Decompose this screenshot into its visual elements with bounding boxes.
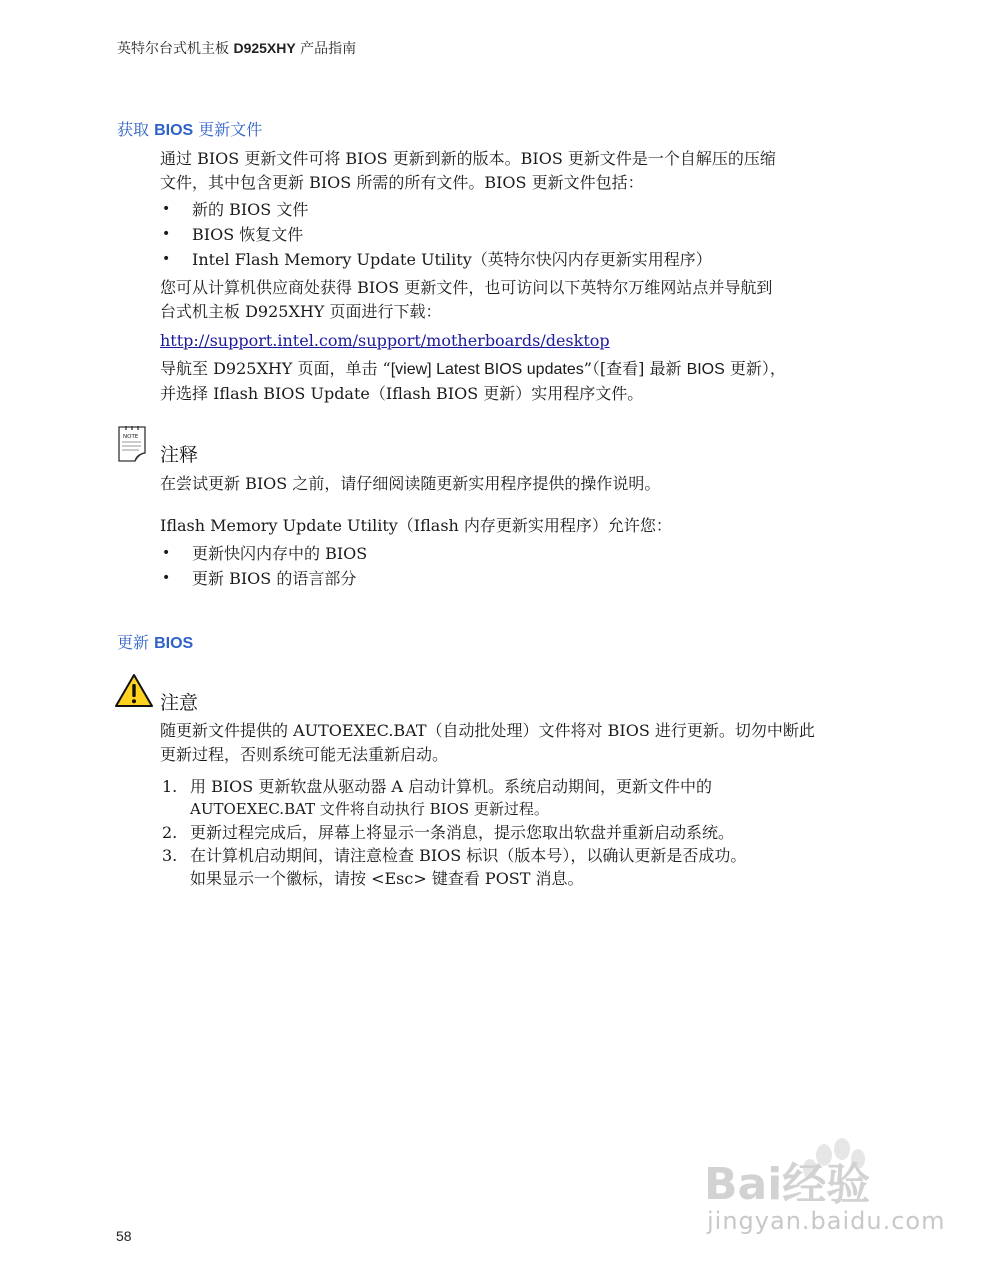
watermark-site: jingyan.baidu.com bbox=[707, 1207, 946, 1235]
update-steps-list bbox=[160, 775, 860, 890]
navigation-line-2: 并选择 Iflash BIOS Update（Iflash BIOS 更新）实用程序文件。 bbox=[160, 384, 644, 403]
list-item: • 更新快闪内存中的 BIOS bbox=[160, 541, 367, 566]
list-item: • 新的 BIOS 文件 bbox=[160, 197, 712, 222]
note-icon bbox=[115, 423, 153, 463]
caution-line-2: 更新过程，否则系统可能无法重新启动。 bbox=[160, 745, 449, 764]
iflash-intro: Iflash Memory Update Utility（Iflash 内存更新实用程序）允许您： bbox=[160, 516, 672, 535]
header-suffix: 产品指南 bbox=[295, 41, 357, 57]
step-number: 2. bbox=[162, 823, 178, 842]
caution-paragraph bbox=[160, 719, 860, 767]
list-item bbox=[160, 844, 860, 890]
step-line: 如果显示一个徽标，请按 <Esc> 键查看 POST 消息。 bbox=[190, 869, 584, 888]
nav-post: ”（[查看] 最新 bbox=[583, 359, 687, 378]
caution-line-1: 随更新文件提供的 AUTOEXEC.BAT（自动批处理）文件将对 BIOS 进行更新。切勿中断此 bbox=[160, 721, 815, 740]
watermark-brand: Bai经验 bbox=[704, 1159, 871, 1210]
step-line: 用 BIOS 更新软盘从驱动器 A 启动计算机。系统启动期间，更新文件中的 bbox=[190, 777, 713, 796]
nav-pre: 导航至 D925XHY 页面，单击 “ bbox=[160, 359, 391, 378]
page-number: 58 bbox=[116, 1228, 132, 1244]
heading-suffix: 更新文件 bbox=[193, 120, 263, 139]
note-title: 注释 bbox=[160, 444, 199, 466]
heading-prefix: 更新 bbox=[117, 633, 155, 652]
iflash-features-list bbox=[160, 541, 367, 591]
caution-icon bbox=[114, 673, 154, 709]
heading-prefix: 获取 bbox=[117, 120, 155, 139]
supplier-line-1: 您可从计算机供应商处获得 BIOS 更新文件，也可访问以下英特尔万维网站点并导航到 bbox=[160, 278, 773, 297]
nav-bios: BIOS bbox=[686, 361, 725, 378]
list-item: • 更新 BIOS 的语言部分 bbox=[160, 566, 367, 591]
header-model: D925XHY bbox=[233, 40, 296, 56]
nav-link-text: [view] Latest BIOS updates bbox=[390, 361, 584, 378]
step-number: 3. bbox=[162, 846, 178, 865]
intro-paragraph bbox=[160, 147, 860, 195]
list-item bbox=[160, 821, 860, 844]
note-text: 在尝试更新 BIOS 之前，请仔细阅读随更新实用程序提供的操作说明。 bbox=[160, 474, 661, 493]
list-item: • BIOS 恢复文件 bbox=[160, 222, 712, 247]
section-heading-get-bios bbox=[117, 117, 262, 140]
step-number: 1. bbox=[162, 777, 178, 796]
supplier-paragraph bbox=[160, 276, 860, 324]
list-item: • Intel Flash Memory Update Utility（英特尔快闪内存更新实用程序） bbox=[160, 247, 712, 272]
supplier-line-2: 台式机主板 D925XHY 页面进行下载： bbox=[160, 302, 442, 321]
intro-line-2: 文件，其中包含更新 BIOS 所需的所有文件。BIOS 更新文件包括： bbox=[160, 173, 644, 192]
heading-bold: BIOS bbox=[154, 635, 194, 652]
step-line: AUTOEXEC.BAT 文件将自动执行 BIOS 更新过程。 bbox=[190, 800, 549, 818]
list-item bbox=[160, 775, 860, 821]
step-line: 在计算机启动期间，请注意检查 BIOS 标识（版本号），以确认更新是否成功。 bbox=[190, 846, 747, 865]
header-prefix: 英特尔台式机主板 bbox=[117, 41, 234, 57]
step-line: 更新过程完成后，屏幕上将显示一条消息，提示您取出软盘并重新启动系统。 bbox=[190, 823, 735, 842]
nav-end: 更新）， bbox=[724, 359, 786, 378]
support-link[interactable]: http://support.intel.com/support/motherboards/desktop bbox=[160, 331, 610, 350]
intro-line-1: 通过 BIOS 更新文件可将 BIOS 更新到新的版本。BIOS 更新文件是一个自解压的压缩 bbox=[160, 149, 776, 168]
navigation-paragraph bbox=[160, 357, 860, 406]
caution-title: 注意 bbox=[160, 692, 199, 714]
note-icon-label: NOTE bbox=[123, 434, 139, 440]
navigation-line-1 bbox=[160, 357, 860, 382]
heading-bold: BIOS bbox=[154, 122, 194, 139]
page-header bbox=[117, 38, 356, 58]
section-heading-update-bios bbox=[117, 630, 193, 653]
bios-files-list bbox=[160, 197, 712, 272]
